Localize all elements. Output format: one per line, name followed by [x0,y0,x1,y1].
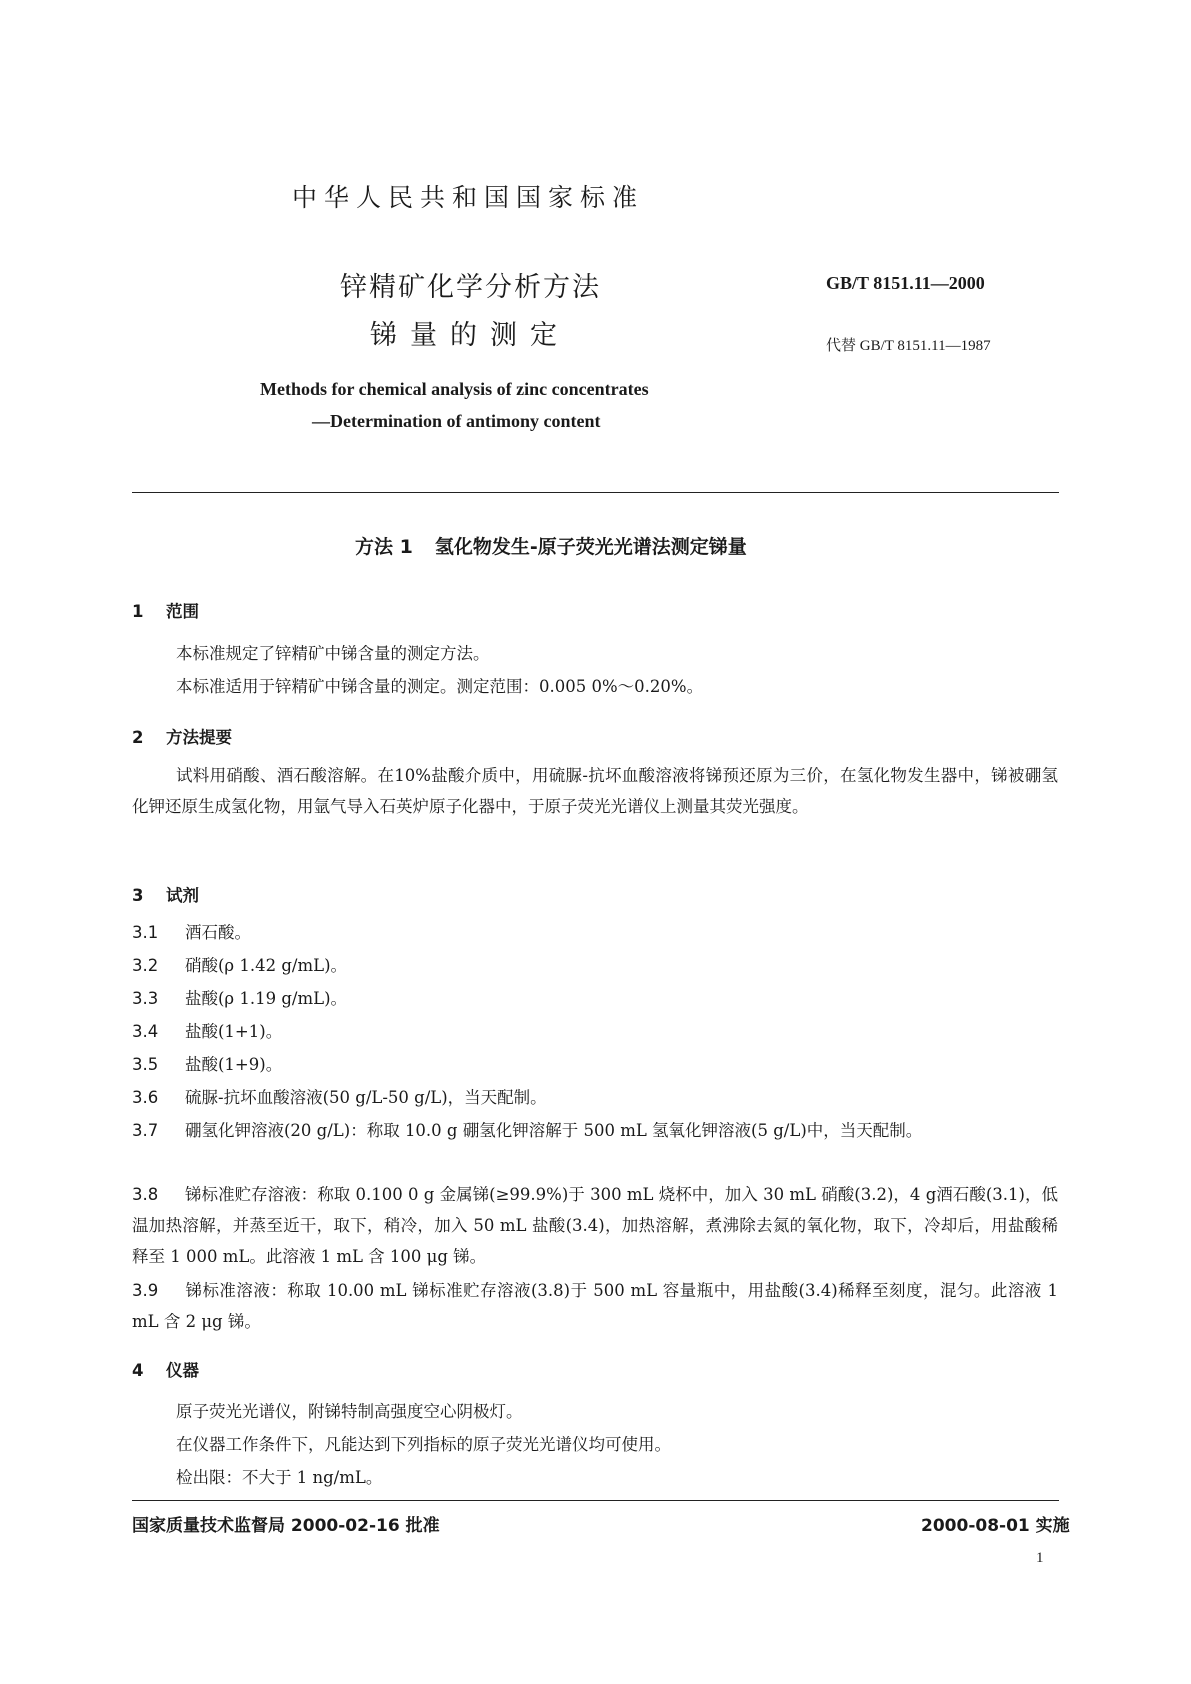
reagent-number: 3.5 [132,1055,159,1074]
reagent-item [132,1016,1058,1047]
document-sub-title: 锑量的测定 [370,320,570,351]
reagent-text: 盐酸(ρ 1.19 g/mL)。 [185,989,348,1008]
section-title: 仪器 [166,1361,199,1380]
reagent-number: 3.7 [132,1121,159,1140]
reagent-item [132,983,1058,1014]
apparatus-paragraph-3: 检出限：不大于 1 ng/mL。 [176,1468,383,1487]
section-heading-principle [132,724,232,748]
reagent-item [132,1049,1058,1080]
reagent-item [132,1179,1058,1272]
english-title-line-1: Methods for chemical analysis of zinc concentrates [260,379,649,399]
standard-number: GB/T 8151.11—2000 [826,273,985,293]
reagent-text: 硫脲-抗坏血酸溶液(50 g/L-50 g/L)，当天配制。 [185,1088,547,1107]
reagent-text: 酒石酸。 [185,923,251,942]
apparatus-paragraph-2: 在仪器工作条件下，凡能达到下列指标的原子荧光光谱仪均可使用。 [176,1435,671,1454]
section-title: 范围 [166,602,199,621]
reagent-text: 锑标准溶液：称取 10.00 mL 锑标准贮存溶液(3.8)于 500 mL 容量瓶中，用盐酸(3.4)稀释至刻度，混匀。此溶液 1 mL 含 2 μg 锑。 [132,1281,1058,1331]
reagent-number: 3.6 [132,1088,159,1107]
reagent-number: 3.3 [132,989,159,1008]
principle-paragraph: 试料用硝酸、酒石酸溶解。在10%盐酸介质中，用硫脲-抗坏血酸溶液将锑预还原为三价，在氢化物发生器中，锑被硼氢化钾还原生成氢化物，用氩气导入石英炉原子化器中，于原子荧光光谱仪上测量其荧光强度。 [132,766,1058,816]
reagent-number: 3.4 [132,1022,159,1041]
reagent-text: 硼氢化钾溶液(20 g/L)：称取 10.0 g 硼氢化钾溶解于 500 mL 氢氧化钾溶液(5 g/L)中，当天配制。 [185,1121,923,1140]
page-number: 1 [1036,1550,1044,1566]
section-number: 4 [132,1361,144,1380]
reagent-item [132,917,1058,948]
footer-divider [132,1500,1059,1501]
reagent-number: 3.8 [132,1185,159,1204]
reagent-text: 盐酸(1+9)。 [185,1055,283,1074]
method-heading [355,532,747,559]
replaces-standard: 代替 GB/T 8151.11—1987 [826,338,991,354]
reagent-number: 3.2 [132,956,159,975]
reagent-text: 盐酸(1+1)。 [185,1022,283,1041]
section-number: 1 [132,602,144,621]
reagent-item [132,950,1058,981]
document-main-title: 锌精矿化学分析方法 [340,272,601,303]
national-standard-title: 中华人民共和国国家标准 [292,183,645,212]
reagent-item [132,1115,1058,1146]
english-title-line-2: —Determination of antimony content [312,411,601,431]
method-label: 方法 1 [355,536,413,558]
scope-paragraph-1: 本标准规定了锌精矿中锑含量的测定方法。 [176,644,490,663]
reagent-number: 3.9 [132,1281,159,1300]
section-heading-scope [132,598,199,622]
implementation-date: 2000-08-01 实施 [921,1516,1070,1536]
section-title: 方法提要 [166,728,232,747]
reagent-text: 硝酸(ρ 1.42 g/mL)。 [185,956,348,975]
reagent-item [132,1082,1058,1113]
apparatus-paragraph-1: 原子荧光光谱仪，附锑特制高强度空心阴极灯。 [176,1402,523,1421]
section-number: 2 [132,728,144,747]
section-heading-apparatus [132,1357,199,1381]
method-title: 氢化物发生-原子荧光光谱法测定锑量 [434,536,747,558]
section-heading-reagents [132,882,199,906]
section-title: 试剂 [166,886,199,905]
scope-paragraph-2: 本标准适用于锌精矿中锑含量的测定。测定范围：0.005 0%～0.20%。 [176,677,704,696]
reagent-number: 3.1 [132,923,159,942]
reagent-item [132,1275,1058,1337]
reagent-text: 锑标准贮存溶液：称取 0.100 0 g 金属锑(≥99.9%)于 300 mL 烧杯中，加入 30 mL 硝酸(3.2)，4 g酒石酸(3.1)，低温加热溶解，并蒸至近干，取下，稍冷，加入 50 mL 盐酸(3.4)，加热溶解，煮沸除去氮的氧化物，取下，冷却后，用盐酸稀释至 1 000 mL。此溶液 1 mL 含 100 μg 锑。 [132,1185,1058,1266]
section-number: 3 [132,886,144,905]
approval-line: 国家质量技术监督局 2000-02-16 批准 [132,1516,440,1536]
header-divider [132,492,1059,493]
